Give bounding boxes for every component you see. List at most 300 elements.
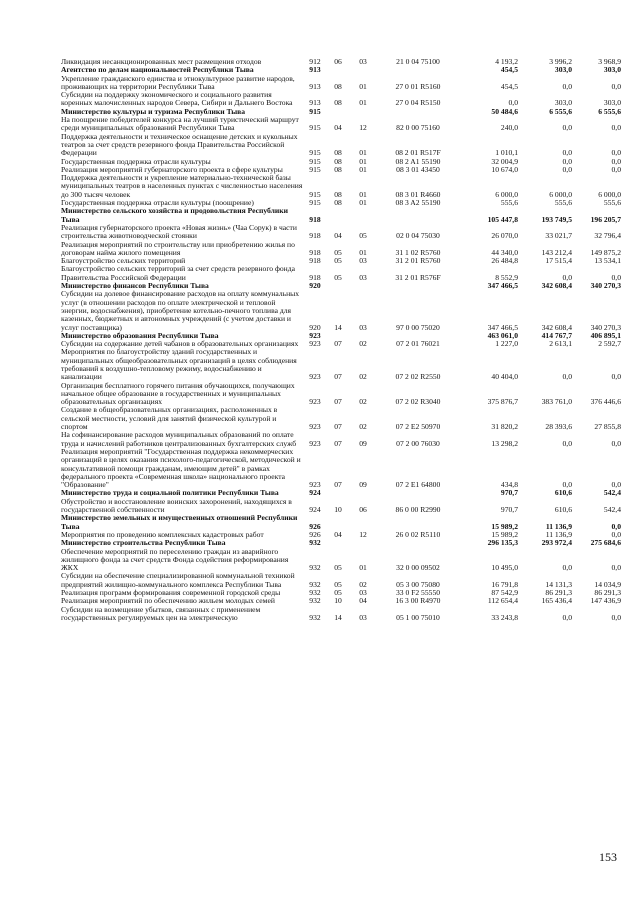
row-section-code: 05	[334, 579, 342, 589]
row-name: Реализация мероприятий по обеспечению жильем молодых семей	[61, 596, 275, 606]
row-glv-code: 913	[309, 98, 321, 108]
row-subsection-code: 05	[359, 231, 367, 241]
row-name: Обустройство и восстановление воинских захоронений, находящихся в государственной собственности	[61, 496, 292, 515]
row-target-code	[376, 514, 460, 531]
row-amount-3: 3 968,9	[598, 57, 621, 66]
row-target-code: 07 2 02 R2550	[395, 372, 441, 382]
row-target-code: 07 2 00 76030	[396, 438, 440, 448]
row-glv-code: 932	[309, 538, 321, 548]
table-row	[61, 241, 621, 258]
row-amount-1: 1 010,1	[495, 148, 518, 158]
row-section-code	[326, 108, 350, 116]
row-target-code	[376, 282, 460, 290]
table-row	[61, 224, 621, 241]
row-name: Субсидии на поддержку экономического и социального развития коренных малочисленных народов Севера, Сибири и Дальнего Востока	[61, 90, 293, 108]
row-amount-2: 6 000,0	[549, 189, 572, 199]
table-row	[61, 174, 621, 199]
row-amount-1: 454,5	[500, 81, 518, 91]
row-amount-1: 6 000,0	[495, 189, 518, 199]
row-amount-3: 0,0	[611, 164, 621, 174]
table-row	[61, 448, 621, 489]
row-glv-code: 918	[309, 272, 321, 282]
row-amount-1: 240,0	[500, 123, 518, 133]
row-amount-2: 0,0	[562, 164, 572, 174]
row-amount-1: 10 674,0	[491, 164, 518, 174]
row-name: Агентство по делам национальностей Республики Тыва	[61, 65, 254, 75]
row-amount-3: 0,0	[611, 529, 621, 539]
row-glv-code: 920	[309, 322, 321, 332]
row-section-code	[326, 282, 350, 290]
row-amount-3: 303,0	[603, 65, 621, 75]
row-target-code: 02 0 04 75030	[396, 231, 440, 241]
row-subsection-code	[350, 207, 376, 224]
row-amount-1: 32 004,9	[491, 156, 518, 166]
row-amount-3: 406 895,1	[590, 330, 621, 340]
row-amount-3: 340 270,3	[590, 322, 621, 332]
row-glv-code: 932	[309, 596, 321, 606]
table-row	[61, 431, 621, 448]
row-target-code: 27 0 04 R5150	[395, 98, 441, 108]
row-section-code	[326, 514, 350, 531]
row-target-code: 07 2 02 R3040	[395, 397, 441, 407]
row-amount-2: 33 021,7	[545, 231, 572, 241]
row-subsection-code: 09	[359, 438, 367, 448]
row-target-code: 08 3 A2 55190	[395, 198, 441, 208]
row-name: Субсидии на долевое финансирование расходов на оплату коммунальных услуг (в отношении расходов по оплате электрической и тепловой энергии, водоснабжения), приобретение котельно-печного топлива для казенных, бюджетных и автономных учреждений (с учетом доставки и услуг поставщика)	[61, 289, 300, 332]
table-row	[61, 91, 621, 108]
row-subsection-code: 02	[359, 579, 367, 589]
row-section-code: 04	[334, 529, 342, 539]
row-glv-code: 915	[309, 148, 321, 158]
row-amount-1: 13 298,2	[491, 438, 518, 448]
row-glv-code: 932	[309, 612, 321, 622]
row-section-code: 04	[334, 231, 342, 241]
row-subsection-code	[350, 66, 376, 74]
row-amount-2: 0,0	[562, 272, 572, 282]
row-amount-1: 10 495,0	[491, 563, 518, 573]
row-subsection-code	[350, 539, 376, 547]
row-amount-1: 375 876,7	[487, 397, 518, 407]
row-amount-2: 303,0	[554, 98, 572, 108]
row-name: На софинансирование расходов муниципальных образований по оплате труда и начислений работников централизованных бухгалтерских служб	[61, 430, 297, 448]
row-name: Субсидии на возмещение убытков, связанных с применением государственных регулируемых цен на электрическую	[61, 604, 261, 622]
table-row	[61, 406, 621, 431]
row-name: Министерство труда и социальной политики Республики Тыва	[61, 488, 279, 498]
row-amount-2: 414 767,7	[541, 330, 572, 340]
row-amount-1: 15 989,2	[491, 521, 518, 531]
row-glv-code: 926	[309, 529, 321, 539]
row-glv-code: 918	[309, 256, 321, 266]
row-amount-2: 342 608,4	[541, 281, 572, 291]
row-glv-code: 932	[309, 588, 321, 597]
row-glv-code: 913	[309, 81, 321, 91]
row-amount-1: 105 447,8	[487, 214, 518, 224]
row-subsection-code: 03	[359, 57, 367, 66]
row-target-code: 05 1 00 75010	[396, 612, 440, 622]
row-subsection-code: 01	[359, 81, 367, 91]
row-subsection-code: 01	[359, 148, 367, 158]
row-glv-code: 926	[309, 521, 321, 531]
row-amount-1: 555,6	[500, 198, 518, 208]
row-glv-code: 923	[309, 438, 321, 448]
row-section-code: 10	[334, 505, 342, 515]
row-amount-2: 0,0	[562, 372, 572, 382]
row-amount-3: 86 291,3	[594, 588, 621, 597]
row-glv-code: 918	[309, 214, 321, 224]
row-target-code: 97 0 00 75020	[396, 322, 440, 332]
row-name: Министерство земельных и имущественных отношений Республики Тыва	[61, 513, 298, 531]
row-section-code: 05	[334, 563, 342, 573]
row-glv-code: 920	[309, 281, 321, 291]
row-amount-2: 165 436,4	[541, 596, 572, 606]
row-amount-1: 50 484,6	[491, 106, 518, 116]
row-amount-3: 0,0	[611, 563, 621, 573]
row-amount-1: 8 552,9	[495, 272, 518, 282]
row-section-code: 08	[334, 189, 342, 199]
row-amount-1: 434,8	[500, 480, 518, 490]
row-section-code: 07	[334, 422, 342, 432]
row-subsection-code: 01	[359, 164, 367, 174]
row-target-code: 31 2 01 R576F	[395, 272, 441, 282]
row-target-code	[376, 539, 460, 547]
row-amount-1: 44 340,0	[491, 247, 518, 257]
row-name: Организация бесплатного горячего питания обучающихся, получающих начальное общее образование в государственных и муниципальных образовательных организациях	[61, 380, 295, 407]
row-amount-1: 970,7	[500, 488, 518, 498]
row-name: Укрепление гражданского единства и этнокультурное развитие народов, проживающих на территории Республики Тыва	[61, 73, 295, 91]
table-row	[61, 290, 621, 331]
row-amount-2: 0,0	[562, 563, 572, 573]
row-section-code: 07	[334, 372, 342, 382]
row-amount-1: 33 243,8	[491, 612, 518, 622]
row-amount-1: 463 061,0	[487, 330, 518, 340]
row-glv-code: 932	[309, 563, 321, 573]
row-amount-2: 342 608,4	[541, 322, 572, 332]
row-section-code: 08	[334, 81, 342, 91]
row-target-code: 21 0 04 75100	[396, 57, 440, 66]
row-amount-1: 4 193,2	[495, 57, 518, 66]
table-row	[61, 265, 621, 282]
row-subsection-code: 02	[359, 339, 367, 349]
row-target-code: 27 0 01 R5160	[395, 81, 441, 91]
row-glv-code: 915	[309, 123, 321, 133]
row-amount-2: 11 136,9	[545, 529, 572, 539]
row-amount-3: 32 796,4	[594, 231, 621, 241]
row-section-code: 14	[334, 612, 342, 622]
row-amount-1: 87 542,9	[491, 588, 518, 597]
row-subsection-code	[350, 514, 376, 531]
row-section-code	[326, 489, 350, 497]
row-glv-code: 932	[309, 579, 321, 589]
row-target-code: 05 3 00 75080	[396, 579, 440, 589]
row-amount-2: 14 131,3	[545, 579, 572, 589]
row-name: Создание в общеобразовательных организациях, расположенных в сельской местности, условий для занятий физической культурой и спортом	[61, 405, 278, 432]
row-amount-3: 0,0	[611, 81, 621, 91]
row-target-code: 33 0 F2 55550	[395, 588, 441, 597]
row-amount-2: 11 136,9	[545, 521, 572, 531]
row-amount-1: 970,7	[500, 505, 518, 515]
table-row	[61, 348, 621, 381]
page-number: 153	[599, 850, 617, 864]
row-amount-1: 1 227,0	[495, 339, 518, 349]
row-target-code	[376, 207, 460, 224]
row-target-code: 07 2 01 76021	[396, 339, 440, 349]
row-amount-3: 0,0	[611, 438, 621, 448]
row-glv-code: 923	[309, 480, 321, 490]
row-section-code	[326, 66, 350, 74]
row-name: Реализация мероприятий губернаторского проекта в сфере культуры	[61, 164, 283, 174]
row-subsection-code	[350, 282, 376, 290]
row-target-code: 07 2 E1 64800	[395, 480, 441, 490]
budget-table-body	[61, 58, 621, 622]
row-name: Обеспечение мероприятий по переселению граждан из аварийного жилищного фонда за счет средств Фонда содействия реформирования ЖКХ	[61, 546, 289, 573]
row-amount-3: 6 555,6	[598, 106, 621, 116]
row-section-code: 14	[334, 322, 342, 332]
row-name: Реализация мероприятий по строительству или приобретению жилья по договорам найма жилого помещения	[61, 239, 295, 257]
row-amount-3: 542,4	[603, 488, 621, 498]
row-amount-1: 347 466,5	[487, 281, 518, 291]
row-amount-2: 17 515,4	[545, 256, 572, 266]
row-glv-code: 915	[309, 198, 321, 208]
row-subsection-code: 03	[359, 272, 367, 282]
row-name: Министерство культуры и туризма Республики Тыва	[61, 106, 246, 116]
row-amount-2: 2 613,1	[549, 339, 572, 349]
table-row	[61, 133, 621, 158]
row-amount-3: 542,4	[603, 505, 621, 515]
table-row	[61, 606, 621, 623]
row-section-code: 05	[334, 588, 342, 597]
row-amount-2: 0,0	[562, 612, 572, 622]
row-subsection-code: 09	[359, 480, 367, 490]
row-section-code: 05	[334, 247, 342, 257]
row-target-code: 31 1 02 R5760	[395, 247, 441, 257]
row-amount-3: 196 205,7	[590, 214, 621, 224]
table-row	[61, 116, 621, 133]
row-name: Поддержка деятельности и техническое оснащение детских и кукольных театров за счет средств резервного фонда Правительства Российской Федерации	[61, 131, 298, 158]
row-amount-1: 0,0	[508, 98, 518, 108]
row-glv-code: 923	[309, 330, 321, 340]
row-amount-2: 28 393,6	[545, 422, 572, 432]
row-glv-code: 923	[309, 422, 321, 432]
row-name: Министерство финансов Республики Тыва	[61, 281, 209, 291]
table-row	[61, 572, 621, 589]
row-amount-2: 6 555,6	[549, 106, 572, 116]
row-glv-code: 918	[309, 247, 321, 257]
row-amount-2: 383 761,0	[541, 397, 572, 407]
row-name: Субсидии на обеспечение специализированной коммунальной техникой предприятий жилищно-коммунального комплекса Республики Тыва	[61, 571, 295, 589]
row-glv-code: 915	[309, 189, 321, 199]
row-amount-2: 0,0	[562, 480, 572, 490]
row-target-code: 32 0 00 09502	[396, 563, 440, 573]
row-name: Государственная поддержка отрасли культуры (поощрение)	[61, 198, 254, 208]
row-glv-code: 912	[309, 57, 321, 66]
row-amount-3: 555,6	[603, 198, 621, 208]
row-amount-2: 3 996,2	[549, 57, 572, 66]
row-section-code: 10	[334, 596, 342, 606]
row-name: Благоустройство сельских территорий	[61, 256, 186, 266]
row-section-code: 07	[334, 438, 342, 448]
row-section-code	[326, 539, 350, 547]
row-amount-3: 147 436,9	[590, 596, 621, 606]
row-subsection-code: 01	[359, 563, 367, 573]
row-amount-2: 0,0	[562, 148, 572, 158]
row-target-code: 31 2 01 R5760	[395, 256, 441, 266]
row-section-code: 07	[334, 397, 342, 407]
row-amount-3: 303,0	[603, 98, 621, 108]
row-amount-1: 26 070,0	[491, 231, 518, 241]
row-amount-2: 0,0	[562, 81, 572, 91]
row-amount-2: 0,0	[562, 438, 572, 448]
row-subsection-code: 02	[359, 422, 367, 432]
row-amount-2: 143 212,4	[541, 247, 572, 257]
row-amount-1: 31 820,2	[491, 422, 518, 432]
row-amount-1: 347 466,5	[487, 322, 518, 332]
row-amount-3: 340 270,3	[590, 281, 621, 291]
row-amount-1: 40 404,0	[491, 372, 518, 382]
row-amount-1: 296 135,3	[487, 538, 518, 548]
row-section-code: 08	[334, 164, 342, 174]
row-amount-1: 26 484,8	[491, 256, 518, 266]
row-target-code	[376, 489, 460, 497]
row-subsection-code: 02	[359, 397, 367, 407]
row-amount-1: 112 654,4	[487, 596, 518, 606]
row-glv-code: 924	[309, 488, 321, 498]
row-glv-code: 923	[309, 397, 321, 407]
row-glv-code: 924	[309, 505, 321, 515]
table-row	[61, 498, 621, 515]
row-subsection-code: 12	[359, 529, 367, 539]
row-target-code: 08 2 01 R517F	[395, 148, 441, 158]
row-name: Поддержка деятельности и укрепление материально-технической базы муниципальных театров в населенных пунктах с численностью населения до 300 тысяч человек	[61, 173, 303, 199]
row-name: Благоустройство сельских территорий за счет средств резервного фонда Правительства Российской Федерации	[61, 264, 295, 282]
row-amount-2: 293 972,4	[541, 538, 572, 548]
row-section-code: 05	[334, 272, 342, 282]
row-amount-3: 0,0	[611, 372, 621, 382]
table-row	[61, 548, 621, 573]
row-target-code	[376, 66, 460, 74]
row-amount-1: 15 989,2	[491, 529, 518, 539]
row-target-code: 07 2 E2 50970	[395, 422, 441, 432]
row-subsection-code: 03	[359, 256, 367, 266]
row-name: Реализация программ формирования современной городской среды	[61, 588, 281, 597]
table-row-agency-total	[61, 207, 621, 224]
row-amount-3: 0,0	[611, 156, 621, 166]
row-name: На поощрение победителей конкурса на лучший туристический маршрут среди муниципальных образований Республики Тыва	[61, 115, 299, 133]
row-amount-2: 193 749,5	[541, 214, 572, 224]
row-subsection-code: 01	[359, 247, 367, 257]
row-subsection-code	[350, 108, 376, 116]
row-amount-1: 454,5	[500, 65, 518, 75]
row-name: Министерство сельского хозяйства и продовольствия Республики Тыва	[61, 206, 289, 224]
table-row	[61, 382, 621, 407]
budget-table-page	[61, 58, 621, 622]
row-section-code: 05	[334, 256, 342, 266]
row-name: Государственная поддержка отрасли культуры	[61, 156, 211, 166]
row-subsection-code: 01	[359, 189, 367, 199]
row-amount-2: 610,6	[554, 505, 572, 515]
row-target-code: 86 0 00 R2990	[395, 505, 441, 515]
row-subsection-code: 03	[359, 612, 367, 622]
row-section-code: 08	[334, 98, 342, 108]
row-section-code: 04	[334, 123, 342, 133]
row-target-code: 08 3 01 R4660	[395, 189, 441, 199]
row-subsection-code: 04	[359, 596, 367, 606]
row-section-code	[326, 207, 350, 224]
row-section-code: 06	[334, 57, 342, 66]
row-amount-1: 16 791,8	[491, 579, 518, 589]
row-name: Реализация губернаторского проекта «Новая жизнь» (Чаа Сорук) в части строительства животноводческой стоянки	[61, 222, 297, 241]
row-target-code: 08 2 A1 55190	[395, 156, 441, 166]
row-amount-2: 555,6	[554, 198, 572, 208]
row-name: Министерство образования Республики Тыва	[61, 330, 219, 340]
row-amount-2: 610,6	[554, 488, 572, 498]
row-amount-2: 0,0	[562, 156, 572, 166]
row-amount-3: 0,0	[611, 480, 621, 490]
row-subsection-code: 01	[359, 98, 367, 108]
row-amount-3: 0,0	[611, 272, 621, 282]
row-subsection-code: 01	[359, 198, 367, 208]
row-name: Мероприятия по благоустройству зданий государственных и муниципальных общеобразовательных организаций в целях соблюдения требований к воздушно-тепловому режиму, водоснабжению и канализации	[61, 347, 297, 382]
table-row	[61, 75, 621, 92]
row-section-code: 07	[334, 339, 342, 349]
row-glv-code: 915	[309, 106, 321, 116]
row-glv-code: 923	[309, 372, 321, 382]
row-amount-3: 2 592,7	[598, 339, 621, 349]
row-target-code: 16 3 00 R4970	[395, 596, 441, 606]
row-amount-2: 86 291,3	[545, 588, 572, 597]
row-amount-3: 149 875,2	[590, 247, 621, 257]
row-subsection-code: 03	[359, 588, 367, 597]
row-name: Мероприятия по проведению комплексных кадастровых работ	[61, 529, 264, 539]
row-amount-3: 275 684,6	[590, 538, 621, 548]
row-amount-3: 376 446,6	[590, 397, 621, 407]
row-subsection-code: 01	[359, 156, 367, 166]
row-glv-code: 923	[309, 339, 321, 349]
row-name: Реализация мероприятий "Государственная поддержка некоммерческих организаций в целях оказания психолого-педагогической, методической и консультативной помощи гражданам, имеющим детей" в рамках федерального проекта «Современная школа» национального проекта "Образование"	[61, 446, 301, 490]
row-amount-3: 0,0	[611, 123, 621, 133]
row-subsection-code: 03	[359, 322, 367, 332]
row-subsection-code	[350, 489, 376, 497]
row-amount-3: 14 034,9	[594, 579, 621, 589]
row-amount-3: 27 855,8	[594, 422, 621, 432]
row-target-code	[376, 108, 460, 116]
row-subsection-code: 06	[359, 505, 367, 515]
row-name: Ликвидация несанкционированных мест размещения отходов	[61, 57, 262, 66]
row-section-code: 08	[334, 198, 342, 208]
row-target-code: 82 0 00 75160	[396, 123, 440, 133]
row-name: Субсидии на содержание детей чабанов в образовательных организациях	[61, 339, 299, 349]
row-section-code: 07	[334, 480, 342, 490]
row-amount-3: 13 534,1	[594, 256, 621, 266]
row-amount-2: 0,0	[562, 123, 572, 133]
row-glv-code: 913	[309, 65, 321, 75]
row-target-code: 08 3 01 43450	[396, 164, 440, 174]
row-glv-code: 918	[309, 231, 321, 241]
row-target-code: 26 0 02 R5110	[395, 529, 441, 539]
row-amount-3: 6 000,0	[598, 189, 621, 199]
row-glv-code: 915	[309, 164, 321, 174]
row-section-code: 08	[334, 156, 342, 166]
row-subsection-code: 12	[359, 123, 367, 133]
row-glv-code: 915	[309, 156, 321, 166]
row-name: Министерство строительства Республики Тыва	[61, 538, 226, 548]
row-amount-3: 0,0	[611, 521, 621, 531]
row-amount-2: 303,0	[554, 65, 572, 75]
budget-table	[61, 58, 621, 622]
row-amount-3: 0,0	[611, 148, 621, 158]
row-section-code: 08	[334, 148, 342, 158]
row-subsection-code: 02	[359, 372, 367, 382]
table-row-agency-total	[61, 514, 621, 531]
